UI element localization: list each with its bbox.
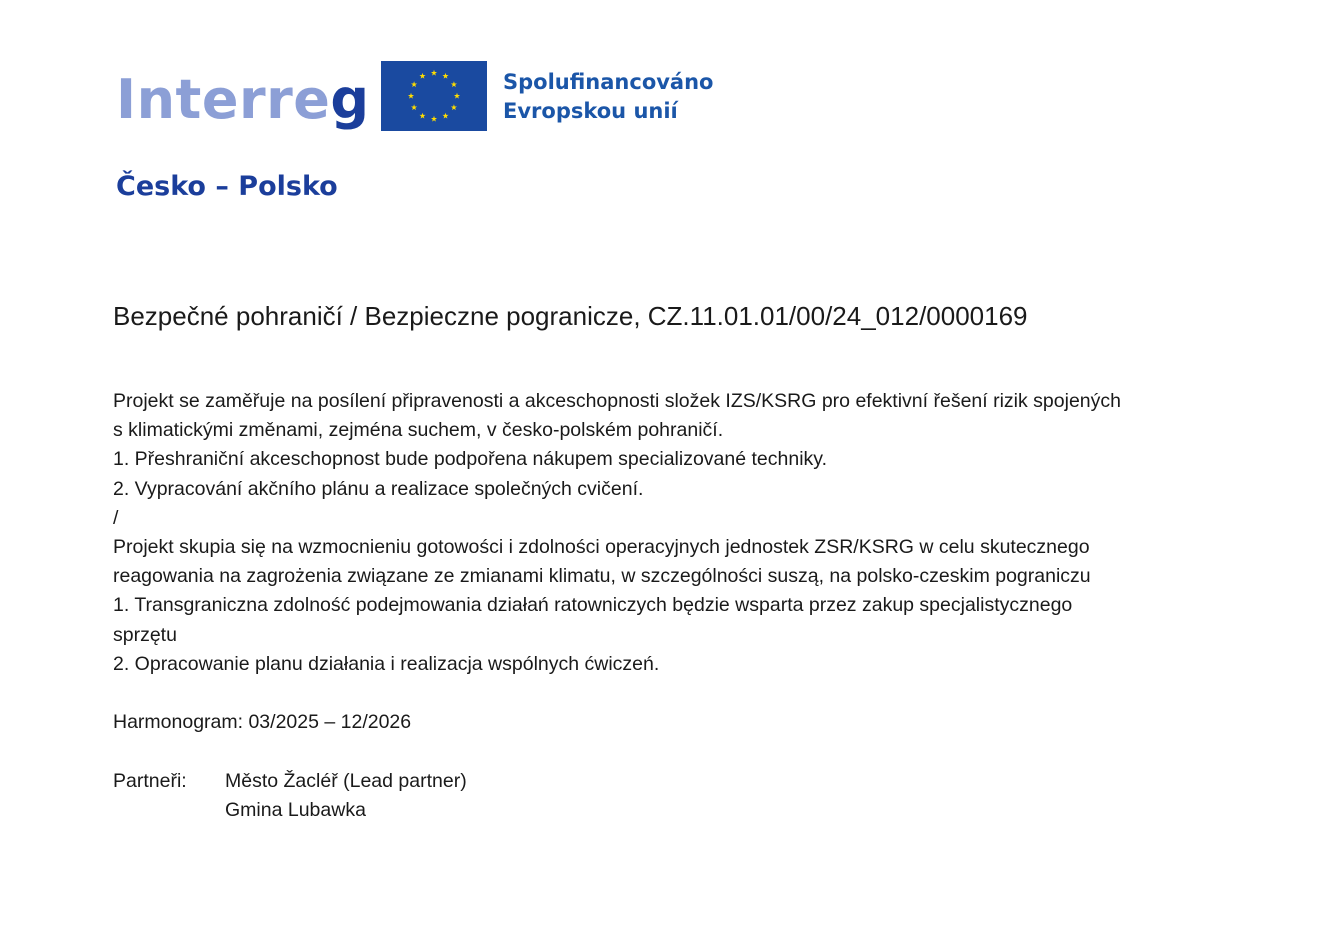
description-line: reagowania na zagrożenia związane ze zmianami klimatu, w szczególności suszą, na polsko-czeskim pograniczu (113, 565, 1091, 588)
project-title: Bezpečné pohraničí / Bezpieczne pogranicze, CZ.11.01.01/00/24_012/0000169 (113, 301, 1028, 331)
project-description (113, 387, 1233, 679)
partner-item: Město Žacléř (Lead partner) (225, 770, 467, 792)
eu-text-line-2: Evropskou unií (503, 99, 678, 123)
interreg-logo (116, 68, 370, 132)
description-line: Projekt skupia się na wzmocnieniu gotowości i zdolności operacyjnych jednostek ZSR/KSRG w celu skutecznego (113, 536, 1090, 559)
interreg-logo-text: Interre (116, 68, 331, 131)
description-line: 1. Přeshraniční akceschopnost bude podpořena nákupem specializované techniky. (113, 448, 828, 471)
description-line: 2. Opracowanie planu działania i realizacja wspólnych ćwiczeń. (113, 652, 660, 675)
interreg-logo-g: g (330, 68, 370, 131)
eu-stars (381, 61, 487, 131)
schedule-text: Harmonogram: 03/2025 – 12/2026 (113, 711, 412, 733)
description-separator: / (113, 506, 119, 529)
partner-item: Gmina Lubawka (225, 799, 366, 822)
partners-block (113, 767, 467, 825)
description-line: Projekt se zaměřuje na posílení připravenosti a akceschopnosti složek IZS/KSRG pro efektivní řešení rizik spojených (113, 390, 1121, 412)
programme-region: Česko – Polsko (116, 171, 338, 202)
description-line: 1. Transgraniczna zdolność podejmowania działań ratowniczych będzie wsparta przez zakup specjalistycznego (113, 594, 1073, 617)
partners-list (225, 767, 467, 825)
description-line: sprzętu (113, 623, 177, 646)
eu-text-line-1: Spolufinancováno (503, 70, 714, 94)
eu-flag-icon (381, 61, 487, 131)
description-line: s klimatickými změnami, zejména suchem, v česko-polském pohraničí. (113, 419, 724, 442)
partners-label: Partneři: (113, 770, 187, 792)
description-line: 2. Vypracování akčního plánu a realizace společných cvičení. (113, 477, 644, 500)
eu-cofinancing-text (503, 68, 713, 126)
